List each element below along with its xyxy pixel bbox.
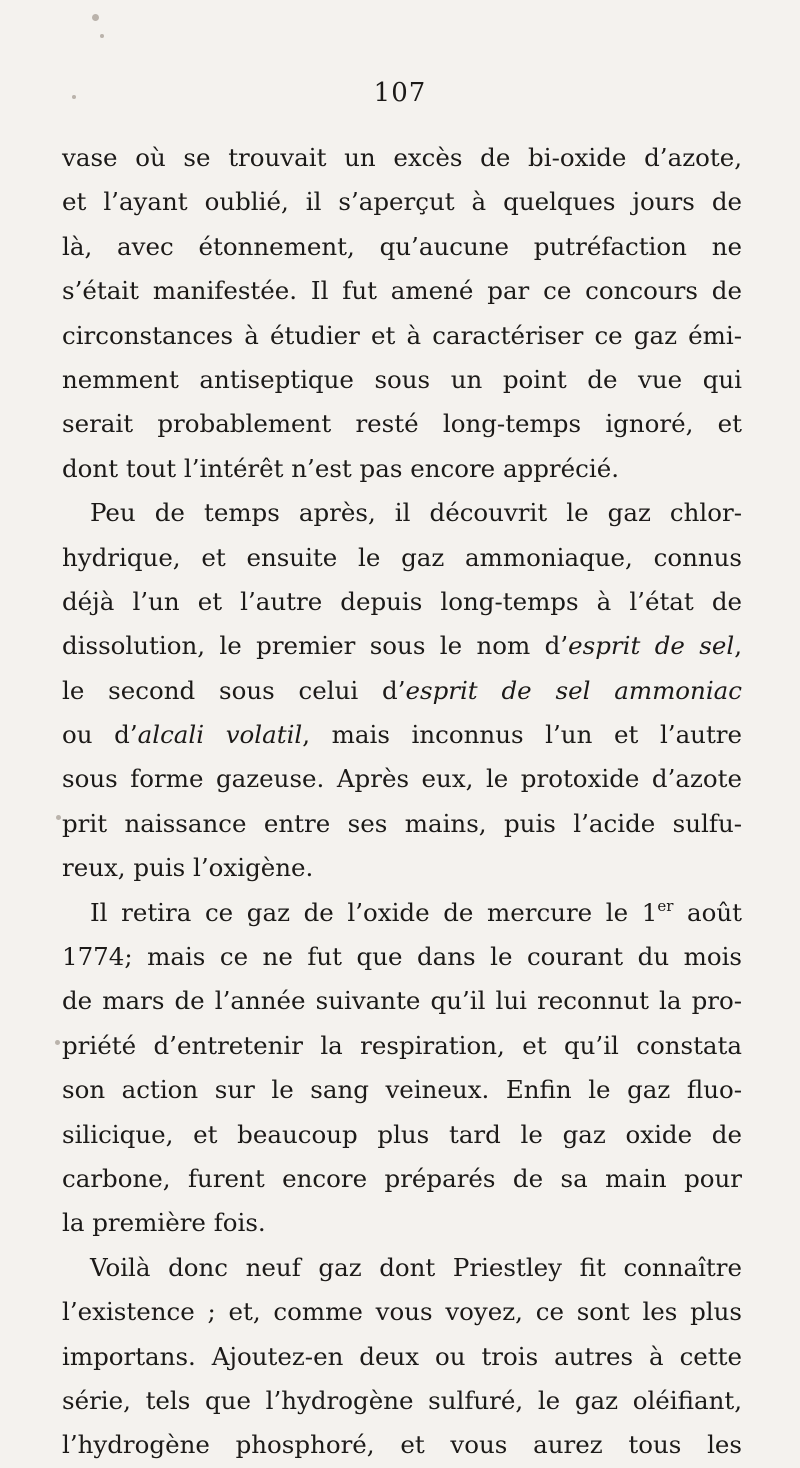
text-segment: et l’ayant oublié, il s’aperçut à quelques jours de — [62, 187, 742, 217]
text-segment: Peu de temps après, il découvrit le gaz chlor- — [90, 498, 742, 528]
text-segment: , mais inconnus l’un et l’autre — [302, 720, 743, 750]
text-line — [62, 314, 742, 358]
text-segment: dont tout l’intérêt n’est pas encore apprécié. — [62, 453, 619, 483]
text-segment: serait probablement resté long-temps ignoré, et — [62, 409, 742, 439]
text-line — [62, 1068, 742, 1112]
text-segment: déjà l’un et l’autre depuis long-temps à l’état de — [62, 586, 742, 616]
text-line — [62, 269, 742, 313]
text-line — [62, 225, 742, 269]
text-line — [62, 669, 742, 713]
text-line — [62, 180, 742, 224]
text-segment: son action sur le sang veineux. Enfin le gaz fluo- — [62, 1075, 742, 1105]
text-segment: ou d’ — [62, 720, 138, 750]
text-segment: nemment antiseptique sous un point de vue qui — [62, 364, 742, 394]
text-segment: dissolution, le premier sous le nom d’ — [62, 631, 569, 661]
text-line — [62, 624, 742, 668]
text-segment: Il retira ce gaz de l’oxide de mercure le 1 — [90, 897, 658, 927]
italic-text: alcali volatil — [137, 720, 303, 750]
text-line — [62, 1024, 742, 1068]
text-line — [62, 358, 742, 402]
text-segment: 1774; mais ce ne fut que dans le courant du mois — [62, 942, 742, 972]
paper-speck — [55, 1040, 60, 1045]
text-line — [62, 447, 742, 491]
text-line — [62, 1379, 742, 1423]
text-segment: là, avec étonnement, qu’aucune putréfaction ne — [62, 231, 742, 261]
text-line — [62, 1335, 742, 1379]
text-segment: priété d’entretenir la respiration, et qu’il constata — [62, 1030, 742, 1060]
text-line — [62, 979, 742, 1023]
text-line — [62, 713, 742, 757]
superscript: er — [657, 896, 674, 915]
text-line — [62, 491, 742, 535]
text-line — [62, 1290, 742, 1334]
text-segment: série, tels que l’hydrogène sulfuré, le gaz oléifiant, — [62, 1385, 742, 1415]
text-line — [62, 891, 742, 935]
italic-text: esprit de sel ammoniac — [405, 675, 742, 705]
text-segment: reux, puis l’oxigène. — [62, 853, 314, 883]
text-segment: vase où se trouvait un excès de bi-oxide d’azote, — [62, 143, 742, 172]
text-line — [62, 136, 742, 180]
text-line — [62, 536, 742, 580]
text-line — [62, 757, 742, 801]
text-line — [62, 1157, 742, 1201]
text-line — [62, 402, 742, 446]
text-segment: prit naissance entre ses mains, puis l’acide sulfu- — [62, 808, 742, 838]
text-segment: l’hydrogène phosphoré, et vous aurez tous les — [62, 1430, 742, 1460]
text-segment: s’était manifestée. Il fut amené par ce concours de — [62, 276, 742, 306]
italic-text: esprit de sel — [568, 631, 735, 661]
page-number: 107 — [373, 78, 427, 108]
text-line — [62, 1246, 742, 1290]
text-segment: le second sous celui d’ — [62, 675, 406, 705]
text-line — [62, 1423, 742, 1467]
text-line — [62, 1201, 742, 1245]
text-segment: carbone, furent encore préparés de sa main pour — [62, 1163, 742, 1193]
paper-speck — [100, 34, 104, 38]
text-segment: Voilà donc neuf gaz dont Priestley fit connaître — [90, 1252, 742, 1282]
text-line — [62, 580, 742, 624]
text-line — [62, 846, 742, 890]
text-line — [62, 1113, 742, 1157]
text-line — [62, 935, 742, 979]
text-segment: hydrique, et ensuite le gaz ammoniaque, connus — [62, 542, 742, 572]
text-line — [62, 802, 742, 846]
paper-speck — [72, 95, 76, 99]
text-segment: août — [673, 897, 742, 927]
body-text — [62, 136, 742, 1468]
paper-speck — [92, 14, 99, 21]
text-segment: circonstances à étudier et à caractériser ce gaz émi- — [62, 320, 742, 350]
text-segment: l’existence ; et, comme vous voyez, ce sont les plus — [62, 1297, 742, 1327]
text-segment: , — [734, 631, 742, 661]
text-segment: silicique, et beaucoup plus tard le gaz oxide de — [62, 1119, 742, 1149]
text-segment: la première fois. — [62, 1208, 266, 1238]
text-segment: sous forme gazeuse. Après eux, le protoxide d’azote — [62, 764, 742, 794]
text-segment: de mars de l’année suivante qu’il lui reconnut la pro- — [62, 986, 742, 1016]
text-segment: importans. Ajoutez-en deux ou trois autres à cette — [62, 1341, 742, 1371]
paper-speck — [56, 815, 61, 820]
